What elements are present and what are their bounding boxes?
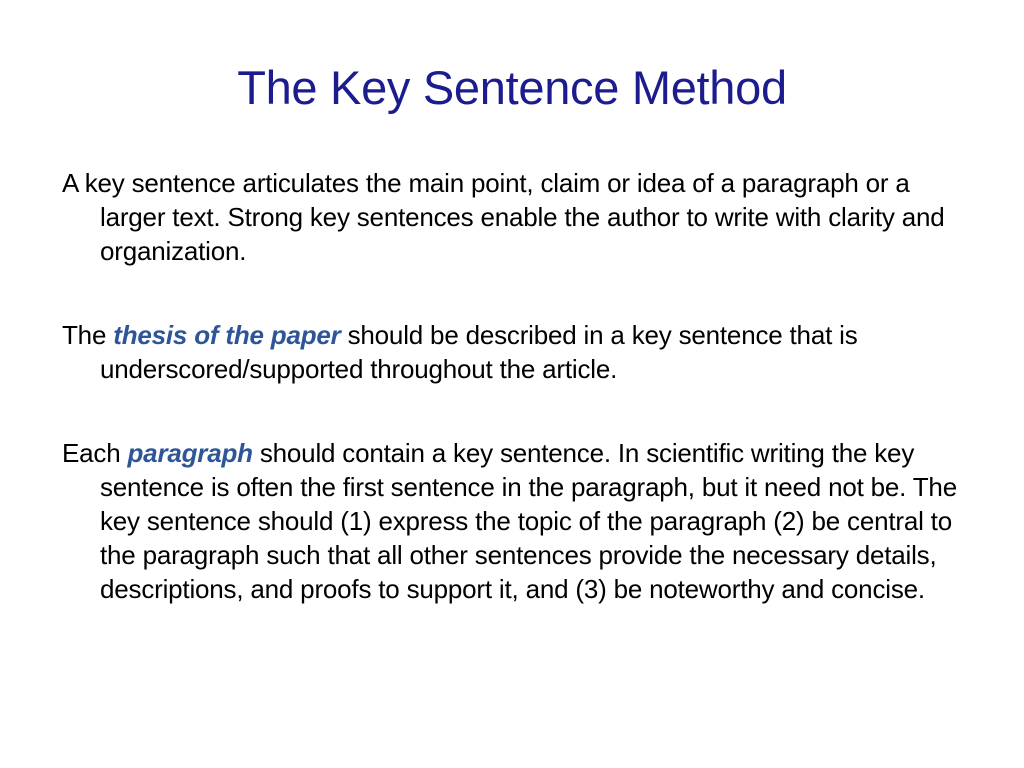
slide-body (62, 166, 972, 606)
paragraph-each (62, 436, 972, 606)
paragraph-thesis-emphasis: thesis of the paper (113, 320, 341, 350)
paragraph-each-lead: Each (62, 438, 128, 468)
paragraph-each-rest: should contain a key sentence. In scientific writing the key sentence is often the first sentence in the paragraph, but it need not be. The key sentence should (1) express the topic of the paragraph (2) be central to the paragraph such that all other sentences provide the necessary details, descriptions, and proofs to support it, and (3) be noteworthy and concise. (100, 438, 957, 604)
paragraph-definition-text: A key sentence articulates the main point, claim or idea of a paragraph or a larger text. Strong key sentences enable the author to write with clarity and organization. (62, 168, 945, 266)
paragraph-thesis (62, 318, 972, 386)
slide-title: The Key Sentence Method (237, 61, 787, 114)
paragraph-thesis-rest: should be described in a key sentence that is underscored/supported throughout the article. (100, 320, 858, 384)
paragraph-thesis-lead: The (62, 320, 114, 350)
paragraph-definition (62, 166, 972, 268)
paragraph-each-emphasis: paragraph (127, 438, 253, 468)
